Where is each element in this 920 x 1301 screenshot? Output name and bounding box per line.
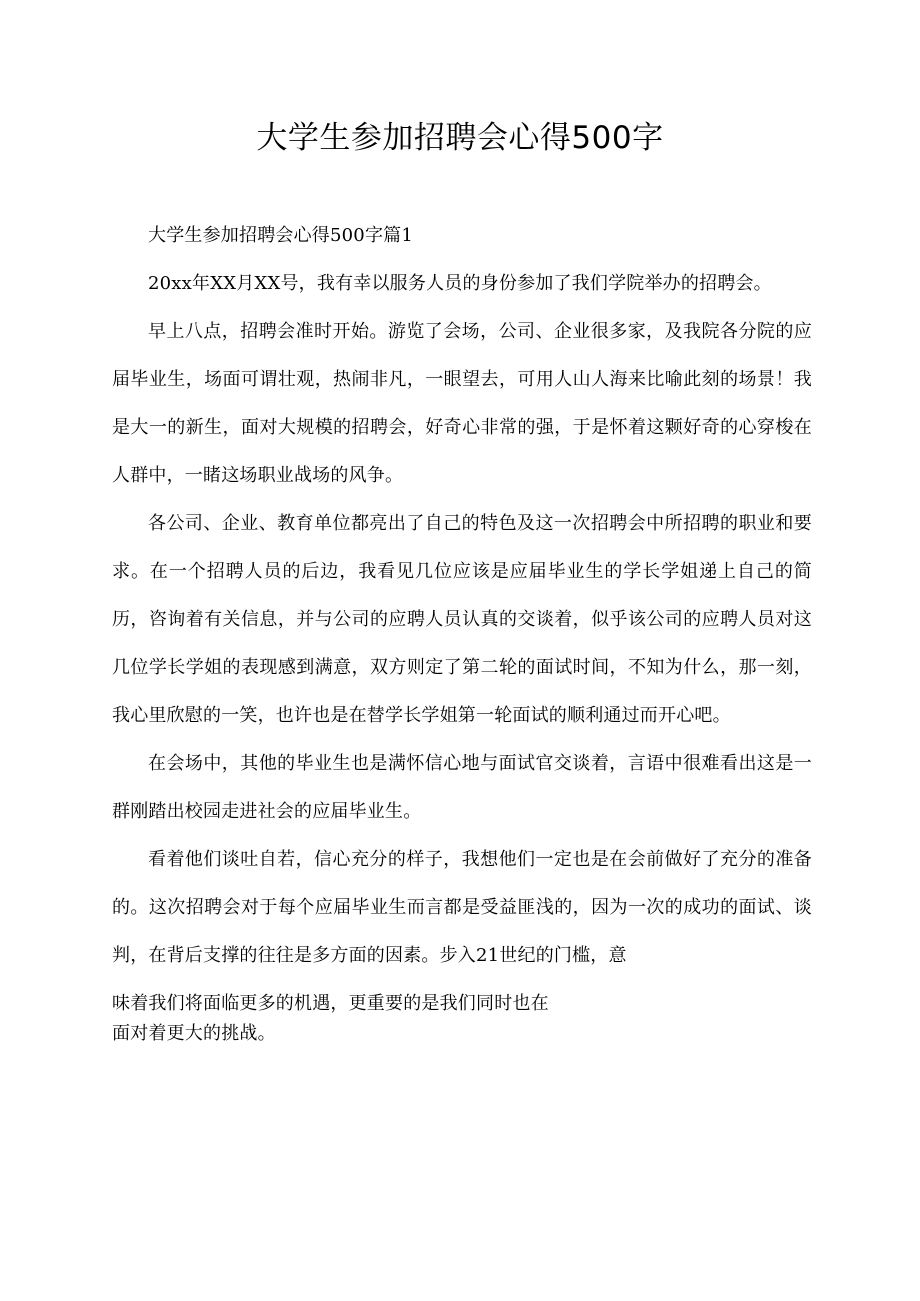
paragraph-3: 各公司、企业、教育单位都亮出了自己的特色及这一次招聘会中所招聘的职业和要求。在一个招聘人员的后边，我看见几位应该是应届毕业生的学长学姐递上自己的简历，咨询着有关信息，并与公司的应聘人员认真的交谈着，似乎该公司的应聘人员对这几位学长学姐的表现感到满意，双方则定了第二轮的面试时间，不知为什么，那一刻，我心里欣慰的一笑，也许也是在替学长学姐第一轮面试的顺利通过而开心吧。 bbox=[112, 513, 812, 726]
section-heading: 大学生参加招聘会心得500字篇1 bbox=[148, 225, 414, 246]
paragraph-2: 早上八点，招聘会准时开始。游览了会场，公司、企业很多家，及我院各分院的应届毕业生，场面可谓壮观，热闹非凡，一眼望去，可用人山人海来比喻此刻的场景！我是大一的新生，面对大规模的招聘会，好奇心非常的强，于是怀着这颗好奇的心穿梭在人群中，一睹这场职业战场的风争。 bbox=[112, 321, 812, 486]
paragraph-4: 在会场中，其他的毕业生也是满怀信心地与面试官交谈着，言语中很难看出这是一群刚踏出校园走进社会的应届毕业生。 bbox=[112, 753, 812, 822]
tail-line-2: 面对着更大的挑战。 bbox=[112, 1023, 276, 1044]
paragraph-1: 20xx年XX月XX号，我有幸以服务人员的身份参加了我们学院举办的招聘会。 bbox=[148, 273, 772, 294]
tail-line-1: 味着我们将面临更多的机遇，更重要的是我们同时也在 bbox=[112, 993, 549, 1014]
document-title: 大学生参加招聘会心得500字 bbox=[256, 120, 664, 156]
paragraph-5-continuation bbox=[112, 980, 812, 1049]
paragraph-5: 看着他们谈吐自若，信心充分的样子，我想他们一定也是在会前做好了充分的准备的。这次招聘会对于每个应届毕业生而言都是受益匪浅的，因为一次的成功的面试、谈判，在背后支撑的往往是多方面的因素。步入21世纪的门槛，意 bbox=[112, 849, 812, 966]
document-body bbox=[112, 212, 812, 1049]
